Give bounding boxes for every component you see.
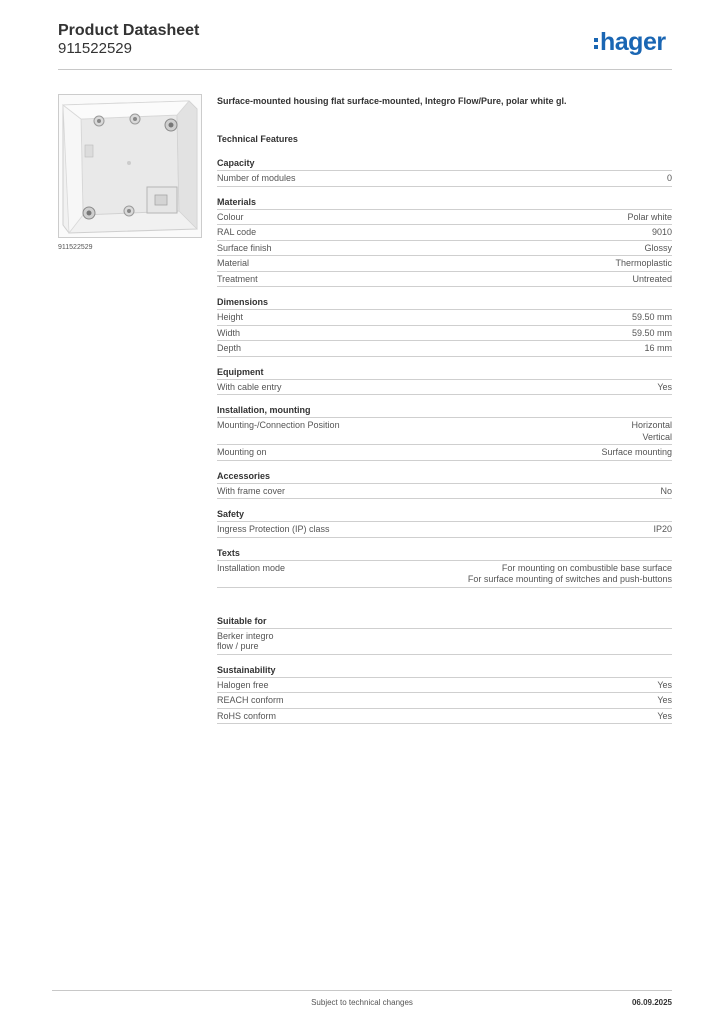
spec-value: Yes [657, 381, 672, 392]
spec-value: Yes [657, 710, 672, 721]
section-sustainability [217, 665, 672, 725]
section-title: Equipment [217, 367, 672, 380]
spacer [217, 588, 672, 606]
spec-row [217, 380, 672, 396]
section-equipment [217, 367, 672, 396]
suitable-line: Berker integro [217, 630, 274, 641]
section-title: Texts [217, 548, 672, 561]
spec-label: Halogen free [217, 679, 269, 690]
spec-label: Depth [217, 343, 242, 353]
spec-value: 59.50 mm [631, 327, 672, 338]
section-title: Dimensions [217, 297, 672, 310]
technical-content [217, 94, 672, 724]
spec-value: Surface mounting [601, 447, 672, 457]
section-materials [217, 197, 672, 288]
header-divider [58, 69, 672, 70]
spec-value: 9010 [651, 227, 672, 237]
section-title: Materials [217, 197, 672, 210]
spec-row [217, 693, 672, 709]
spec-label: Treatment [217, 273, 258, 284]
technical-features-heading: Technical Features [217, 134, 298, 144]
section-title: Suitable for [217, 616, 672, 629]
spec-value: Yes [657, 679, 672, 690]
spec-row [217, 341, 672, 357]
spec-value: Untreated [632, 273, 672, 284]
spec-value-line: Horizontal [631, 420, 672, 430]
suitable-for-value [217, 629, 672, 655]
spec-label: Ingress Protection (IP) class [217, 524, 330, 534]
spec-row [217, 171, 672, 187]
document-title: Product Datasheet [58, 22, 200, 39]
spec-label: Mounting on [217, 447, 267, 457]
spec-value [468, 563, 672, 586]
housing-box-illustration [59, 95, 201, 237]
footer-divider [52, 990, 672, 991]
spec-row [217, 225, 672, 241]
section-title: Capacity [217, 158, 672, 171]
section-safety [217, 509, 672, 538]
spec-label: Colour [217, 211, 244, 222]
spec-row [217, 418, 672, 445]
spec-row [217, 484, 672, 500]
spec-value: 59.50 mm [631, 312, 672, 322]
section-texts [217, 548, 672, 588]
spec-row [217, 310, 672, 326]
spec-row [217, 561, 672, 588]
logo-dots-icon [594, 35, 598, 52]
section-title: Installation, mounting [217, 405, 672, 418]
spec-value [631, 420, 672, 443]
spec-label: RoHS conform [217, 710, 277, 721]
spec-value: Yes [657, 695, 672, 705]
spec-label: Mounting-/Connection Position [217, 420, 340, 430]
spec-row [217, 678, 672, 694]
section-capacity [217, 158, 672, 187]
spec-row [217, 256, 672, 272]
spec-row [217, 522, 672, 538]
spec-value: IP20 [653, 524, 672, 534]
spec-label: With cable entry [217, 381, 282, 392]
product-number: 911522529 [58, 40, 132, 57]
section-title: Safety [217, 509, 672, 522]
spec-value-line: For mounting on combustible base surface [501, 562, 672, 573]
spec-label: Height [217, 312, 244, 322]
spec-row [217, 445, 672, 461]
footer-date: 06.09.2025 [631, 998, 672, 1007]
spec-value: Polar white [627, 211, 672, 222]
spec-value: Thermoplastic [615, 258, 672, 268]
product-image [58, 94, 202, 238]
spec-label: RAL code [217, 227, 257, 237]
logo-text: hager [600, 28, 666, 56]
spec-value: 0 [666, 173, 672, 183]
spec-row [217, 241, 672, 257]
section-suitable-for [217, 616, 672, 655]
spec-value: No [660, 485, 672, 496]
section-title: Accessories [217, 471, 672, 484]
footer-note: Subject to technical changes [311, 998, 413, 1007]
spec-row [217, 709, 672, 725]
spec-label: Material [217, 258, 250, 268]
spec-label: REACH conform [217, 695, 284, 705]
spec-label: Installation mode [217, 562, 286, 573]
spec-label: Width [217, 327, 241, 338]
spec-label: With frame cover [217, 485, 286, 496]
suitable-line: flow / pure [217, 641, 259, 651]
section-installation [217, 405, 672, 461]
section-title: Sustainability [217, 665, 672, 678]
spec-label: Surface finish [217, 242, 272, 253]
spec-row [217, 272, 672, 288]
spec-value-line: Vertical [642, 431, 672, 442]
spec-label: Number of modules [217, 173, 296, 183]
hager-logo [594, 28, 666, 57]
spec-value-line: For surface mounting of switches and push-buttons [467, 574, 672, 584]
spec-value: 16 mm [644, 343, 672, 353]
spec-value: Glossy [644, 242, 672, 253]
product-description: Surface-mounted housing flat surface-mounted, Integro Flow/Pure, polar white gl. [217, 96, 567, 106]
spec-row [217, 210, 672, 226]
section-accessories [217, 471, 672, 500]
section-dimensions [217, 297, 672, 357]
image-caption: 911522529 [58, 244, 93, 251]
spec-row [217, 326, 672, 342]
